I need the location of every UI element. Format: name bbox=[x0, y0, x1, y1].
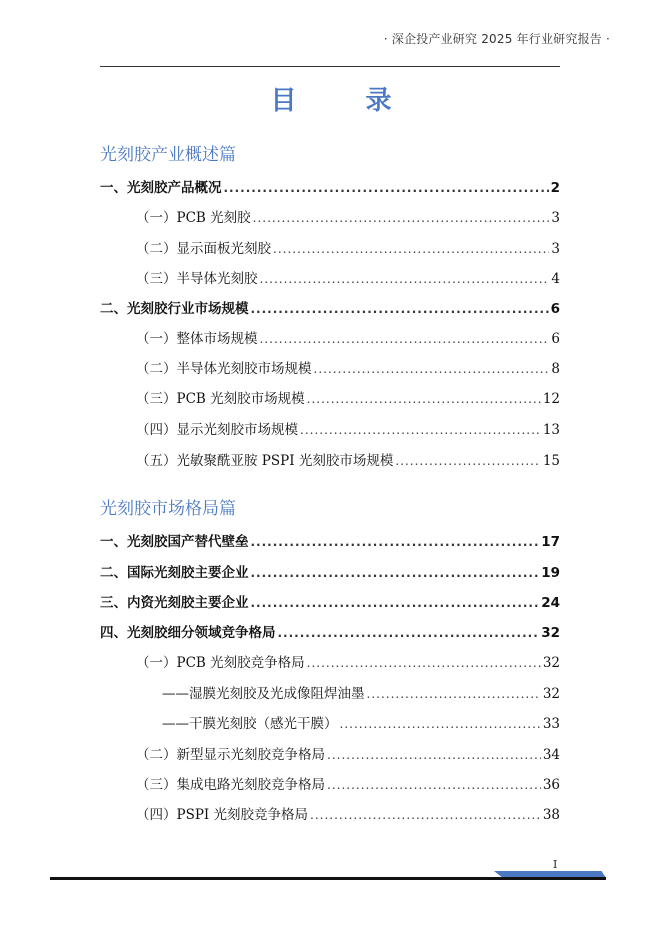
toc-entry-page: 33 bbox=[542, 716, 560, 732]
toc-entry-label: （二）显示面板光刻胶 bbox=[136, 241, 271, 257]
toc-entry-page: 32 bbox=[541, 625, 560, 641]
toc-entry-page: 36 bbox=[542, 777, 560, 793]
toc-entry-label: （四）PSPI 光刻胶竞争格局 bbox=[136, 807, 309, 823]
toc-leader-dots bbox=[260, 332, 550, 346]
toc-leader-dots bbox=[314, 362, 550, 376]
header-rule bbox=[100, 66, 560, 67]
toc-leader-dots bbox=[251, 302, 549, 316]
toc-leader-dots bbox=[310, 808, 541, 822]
toc-entry-label: （三）集成电路光刻胶竞争格局 bbox=[136, 777, 325, 793]
toc-leader-dots bbox=[260, 272, 550, 286]
toc-leader-dots bbox=[327, 748, 541, 762]
toc-entry-page: 3 bbox=[551, 210, 560, 226]
toc-entry-page: 24 bbox=[541, 595, 560, 611]
toc-entry[interactable] bbox=[100, 297, 560, 317]
toc-leader-dots bbox=[307, 656, 541, 670]
toc-entry-label: （五）光敏聚酰亚胺 PSPI 光刻胶市场规模 bbox=[136, 453, 394, 469]
toc-leader-dots bbox=[300, 423, 541, 437]
toc-entry[interactable] bbox=[136, 206, 560, 226]
toc-entry-page: 13 bbox=[542, 422, 560, 438]
toc-entry-page: 8 bbox=[551, 361, 560, 377]
toc-entry-page: 32 bbox=[542, 655, 560, 671]
toc-entry-page: 32 bbox=[542, 686, 560, 702]
page-number: I bbox=[553, 858, 558, 871]
toc-entry-page: 3 bbox=[551, 241, 560, 257]
toc-leader-dots bbox=[224, 181, 549, 195]
section-title: 光刻胶产业概述篇 bbox=[100, 145, 236, 165]
toc-leader-dots bbox=[367, 687, 541, 701]
toc-entry-page: 17 bbox=[541, 534, 560, 550]
toc-entry-page: 38 bbox=[542, 807, 560, 823]
toc-entry-label: 四、光刻胶细分领域竞争格局 bbox=[100, 625, 276, 641]
toc-entry[interactable] bbox=[100, 176, 560, 196]
toc-leader-dots bbox=[278, 626, 540, 640]
toc-leader-dots bbox=[253, 211, 550, 225]
page-title: 目 录 bbox=[270, 86, 422, 116]
toc-entry[interactable] bbox=[136, 651, 560, 671]
toc-entry[interactable] bbox=[100, 561, 560, 581]
toc-entry[interactable] bbox=[136, 743, 560, 763]
toc-leader-dots bbox=[273, 242, 549, 256]
toc-leader-dots bbox=[340, 717, 541, 731]
toc-entry[interactable] bbox=[136, 418, 560, 438]
toc-entry-page: 6 bbox=[551, 331, 560, 347]
toc-entry[interactable] bbox=[100, 591, 560, 611]
toc-entry-label: （三）半导体光刻胶 bbox=[136, 271, 258, 287]
toc-entry[interactable] bbox=[136, 267, 560, 287]
section-title: 光刻胶市场格局篇 bbox=[100, 499, 236, 519]
toc-leader-dots bbox=[395, 454, 540, 468]
toc-entry-label: 三、内资光刻胶主要企业 bbox=[100, 595, 249, 611]
toc-entry-label: （二）半导体光刻胶市场规模 bbox=[136, 361, 312, 377]
toc-entry-label: ——湿膜光刻胶及光成像阻焊油墨 bbox=[162, 686, 365, 702]
toc-entry[interactable] bbox=[136, 237, 560, 257]
toc-entry-label: ——干膜光刻胶（感光干膜） bbox=[162, 716, 338, 732]
toc-leader-dots bbox=[251, 596, 540, 610]
toc-leader-dots bbox=[251, 535, 540, 549]
toc-entry[interactable] bbox=[136, 327, 560, 347]
toc-entry-page: 2 bbox=[550, 180, 560, 196]
toc-entry[interactable] bbox=[136, 387, 560, 407]
toc-entry-label: （四）显示光刻胶市场规模 bbox=[136, 422, 298, 438]
toc-entry[interactable] bbox=[162, 682, 560, 702]
toc-leader-dots bbox=[251, 566, 540, 580]
toc-entry-label: （三）PCB 光刻胶市场规模 bbox=[136, 391, 305, 407]
toc-entry-label: 一、光刻胶国产替代壁垒 bbox=[100, 534, 249, 550]
toc-entry-page: 34 bbox=[542, 747, 560, 763]
toc-leader-dots bbox=[327, 778, 541, 792]
toc-entry-label: （一）PCB 光刻胶 bbox=[136, 210, 251, 226]
footer-rule bbox=[50, 877, 606, 880]
toc-entry-label: 二、国际光刻胶主要企业 bbox=[100, 565, 249, 581]
toc-entry[interactable] bbox=[100, 621, 560, 641]
toc-leader-dots bbox=[307, 392, 541, 406]
toc-entry-label: 一、光刻胶产品概况 bbox=[100, 180, 222, 196]
toc-entry-page: 4 bbox=[551, 271, 560, 287]
toc-entry[interactable] bbox=[136, 803, 560, 823]
toc-entry-page: 15 bbox=[542, 453, 560, 469]
toc-entry-page: 19 bbox=[541, 565, 560, 581]
toc-entry[interactable] bbox=[136, 773, 560, 793]
toc-entry-page: 12 bbox=[542, 391, 560, 407]
toc-entry-page: 6 bbox=[550, 301, 560, 317]
toc-entry-label: （一）整体市场规模 bbox=[136, 331, 258, 347]
toc-entry[interactable] bbox=[136, 449, 560, 469]
toc-entry-label: （一）PCB 光刻胶竞争格局 bbox=[136, 655, 305, 671]
toc-entry[interactable] bbox=[136, 357, 560, 377]
toc-entry[interactable] bbox=[100, 530, 560, 550]
toc-entry[interactable] bbox=[162, 712, 560, 732]
toc-entry-label: （二）新型显示光刻胶竞争格局 bbox=[136, 747, 325, 763]
toc-entry-label: 二、光刻胶行业市场规模 bbox=[100, 301, 249, 317]
header-text: · 深企投产业研究 2025 年行业研究报告 · bbox=[383, 32, 610, 46]
